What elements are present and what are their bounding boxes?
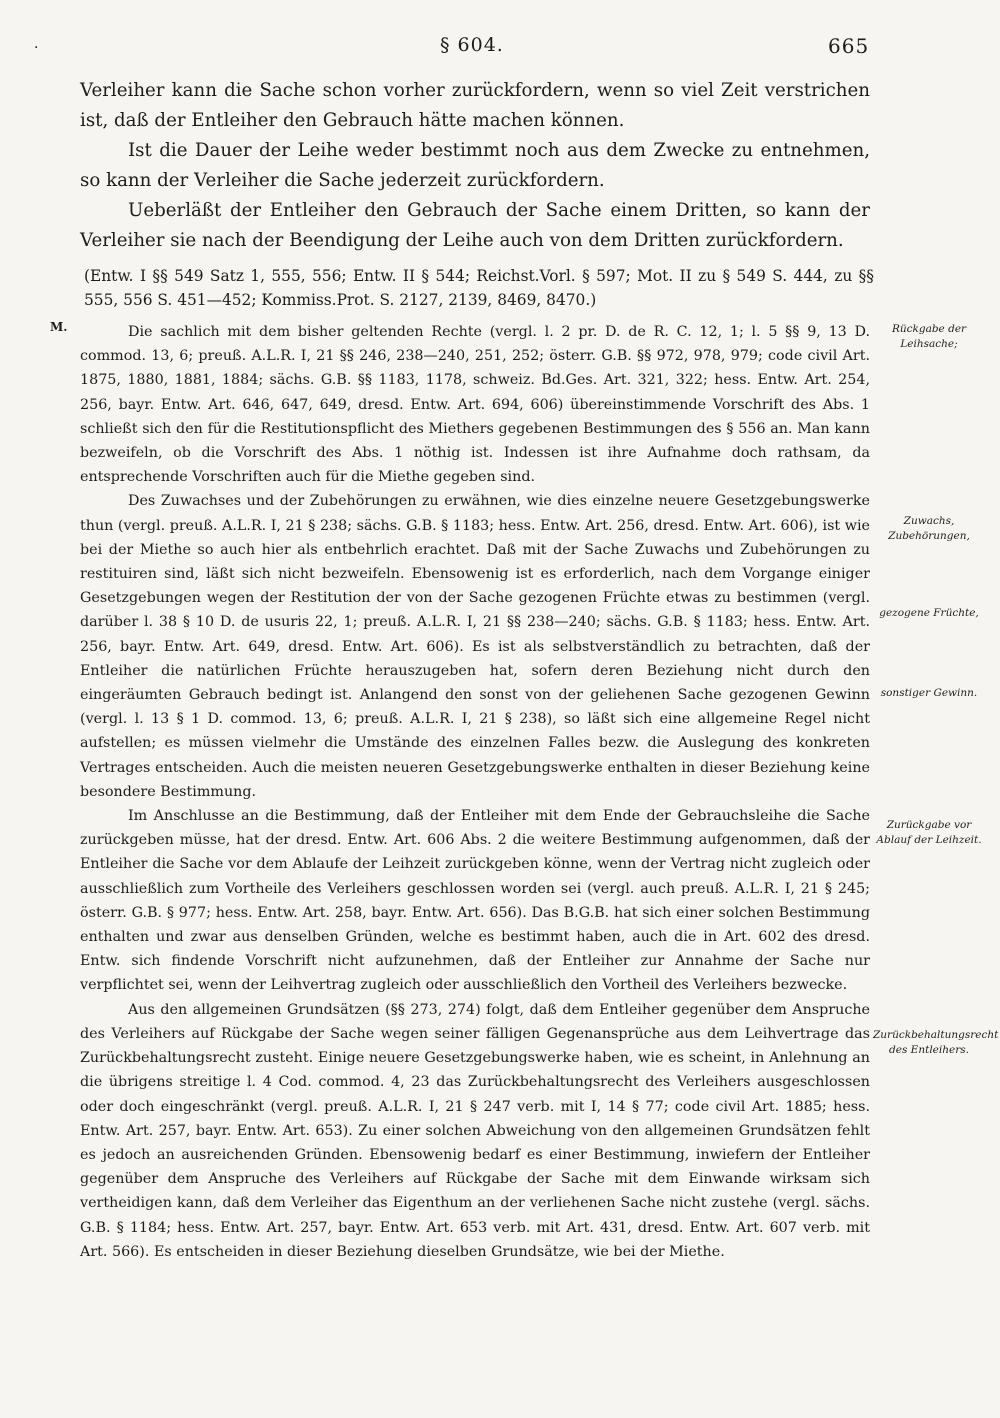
margin-note-rueckgabe: Rückgabe der Leihsache; [891, 323, 967, 350]
motives-paragraph: Des Zuwachses und der Zubehörungen zu erwähnen, wie dies einzelne neuere Gesetzgebungswerke thun (vergl. preuß. A.L.R. I, 21 § 238; sächs. G.B. § 1183; hess. Entw. Art. 256, dresd. Entw. Art. 606), ist wie bei der Miethe so auch hier als entbehrlich erachtet. Daß mit der Sache Zuwachs und Zubehörungen zu restituiren sind, läßt sich nicht bezweifeln. Ebensowenig ist es erforderlich, nach dem Vorgange einiger Gesetzgebungen wegen der Restitution der von der Sache gezogenen Früchte etwas zu bestimmen (vergl. darüber l. 38 § 10 D. de usuris 22, 1; preuß. A.L.R. I, 21 §§ 238—240; sächs. G.B. § 1183; hess. Entw. Art. 256, bayr. Entw. Art. 649, dresd. Entw. Art. 606). Es ist als selbstverständlich zu betrachten, daß der Entleiher die natürlichen Früchte herauszugeben hat, sofern deren Beziehung nicht durch den eingeräumten Gebrauch bedingt ist. Anlangend den sonst von der geliehenen Sache gezogenen Gewinn (vergl. l. 13 § 1 D. commod. 13, 6; preuß. A.L.R. I, 21 § 238), so läßt sich eine allgemeine Regel nicht aufstellen; es müssen vielmehr die Umstände des einzelnen Falles bezw. die Auslegung des konkreten Vertrages entscheiden. Auch die meisten neueren Gesetzgebungswerke enthalten in dieser Beziehung keine besondere Bestimmung. [80, 493, 870, 800]
margin-note-zuwachs: Zuwachs, Zubehörungen, [888, 515, 970, 542]
references [80, 264, 874, 312]
motives-marker: M. [50, 320, 68, 334]
section-heading: § 604. [440, 34, 504, 56]
margin-note-zurueckgabe: Zurückgabe vor Ablauf der Leihzeit. [876, 819, 982, 846]
motives-text [80, 320, 870, 1264]
statute-paragraph: Ist die Dauer der Leihe weder bestimmt noch aus dem Zwecke zu entnehmen, so kann der Verleiher die Sache jederzeit zurückfordern. [80, 140, 870, 191]
margin-note-gewinn: sonstiger Gewinn. [880, 687, 978, 699]
margin-dot: · [34, 40, 39, 56]
margin-note-fruechte: gezogene Früchte, [879, 607, 979, 619]
motives-paragraph: Aus den allgemeinen Grundsätzen (§§ 273, 274) folgt, daß dem Entleiher gegenüber dem Anspruche des Verleihers auf Rückgabe der Sache wegen seiner fälligen Gegenansprüche aus dem Leihvertrage das Zurückbehaltungsrecht zusteht. Einige neuere Gesetzgebungswerke haben, wie es scheint, in Anlehnung an die übrigens streitige l. 4 Cod. commod. 4, 23 das Zurückbehaltungsrecht des Verleihers ausgeschlossen oder doch eingeschränkt (vergl. preuß. A.L.R. I, 21 § 247 verb. mit I, 14 § 77; code civil Art. 1885; hess. Entw. Art. 257, bayr. Entw. Art. 653). Zu einer solchen Abweichung von den allgemeinen Grundsätzen fehlt es jedoch an ausreichenden Gründen. Ebensowenig bedarf es einer Bestimmung, inwiefern der Entleiher gegenüber dem Anspruche des Verleihers auf Rückgabe der Sache mit dem Einwande wirksam sich vertheidigen kann, daß dem Verleiher das Eigenthum an der verliehenen Sache nicht zustehe (vergl. sächs. G.B. § 1184; hess. Entw. Art. 257, bayr. Entw. Art. 653 verb. mit Art. 431, dresd. Entw. Art. 607 verb. mit Art. 566). Es entscheiden in dieser Beziehung dieselben Grundsätze, wie bei der Miethe. [80, 1001, 870, 1260]
motives-paragraph: Die sachlich mit dem bisher geltenden Rechte (vergl. l. 2 pr. D. de R. C. 12, 1; l. 5 §§ 9, 13 D. commod. 13, 6; preuß. A.L.R. I, 21 §§ 246, 238—240, 251, 252; österr. G.B. §§ 972, 978, 979; code civil Art. 1875, 1880, 1881, 1884; sächs. G.B. §§ 1183, 1178, schweiz. Bd.Ges. Art. 321, 322; hess. Entw. Art. 254, 256, bayr. Entw. Art. 646, 647, 649, dresd. Entw. Art. 694, 606) übereinstimmende Vorschrift des Abs. 1 schließt sich den für die Restitutionspflicht des Miethers gegebenen Bestimmungen des § 556 an. Man kann bezweifeln, ob die Vorschrift des Abs. 1 nöthig ist. Indessen ist ihre Aufnahme doch rathsam, da entsprechende Vorschriften auch für die Miethe gegeben sind. [80, 324, 870, 486]
reference-line: (Entw. I §§ 549 Satz 1, 555, 556; Entw. II § 544; Reichst.Vorl. § 597; Mot. II zu § 549 S. 444, zu §§ 555, 556 S. 451—452; Kommiss.Prot. S. 2127, 2139, 8469, 8470.) [84, 267, 874, 309]
page-number: 665 [828, 34, 870, 58]
statute-paragraph: Verleiher kann die Sache schon vorher zurückfordern, wenn so viel Zeit verstrichen ist, daß der Entleiher den Gebrauch hätte machen können. [80, 80, 870, 131]
margin-note-zurueckbehaltung: Zurückbehaltungsrecht des Entleihers. [873, 1029, 999, 1056]
motives-paragraph: Im Anschlusse an die Bestimmung, daß der Entleiher mit dem Ende der Gebrauchsleihe die Sache zurückgeben müsse, hat der dresd. Entw. Art. 606 Abs. 2 die weitere Bestimmung aufgenommen, daß der Entleiher die Sache vor dem Ablaufe der Leihzeit zurückgeben könne, wenn der Vertrag nicht zugleich oder ausschließlich zum Vortheile des Verleihers geschlossen worden sei (vergl. auch preuß. A.L.R. I, 21 § 245; österr. G.B. § 977; hess. Entw. Art. 258, bayr. Entw. Art. 656). Das B.G.B. hat sich einer solchen Bestimmung enthalten und zwar aus denselben Gründen, welche es bestimmt haben, auch die in Art. 602 des dresd. Entw. sich findende Vorschrift nicht aufzunehmen, daß der Entleiher zur Annahme der Sache nur verpflichtet sei, wenn der Leihvertrag zugleich oder ausschließlich den Vortheil des Verleihers bezwecke. [80, 808, 870, 994]
statute-text [80, 76, 870, 256]
statute-paragraph: Ueberläßt der Entleiher den Gebrauch der Sache einem Dritten, so kann der Verleiher sie nach der Beendigung der Leihe auch von dem Dritten zurückfordern. [80, 200, 870, 251]
